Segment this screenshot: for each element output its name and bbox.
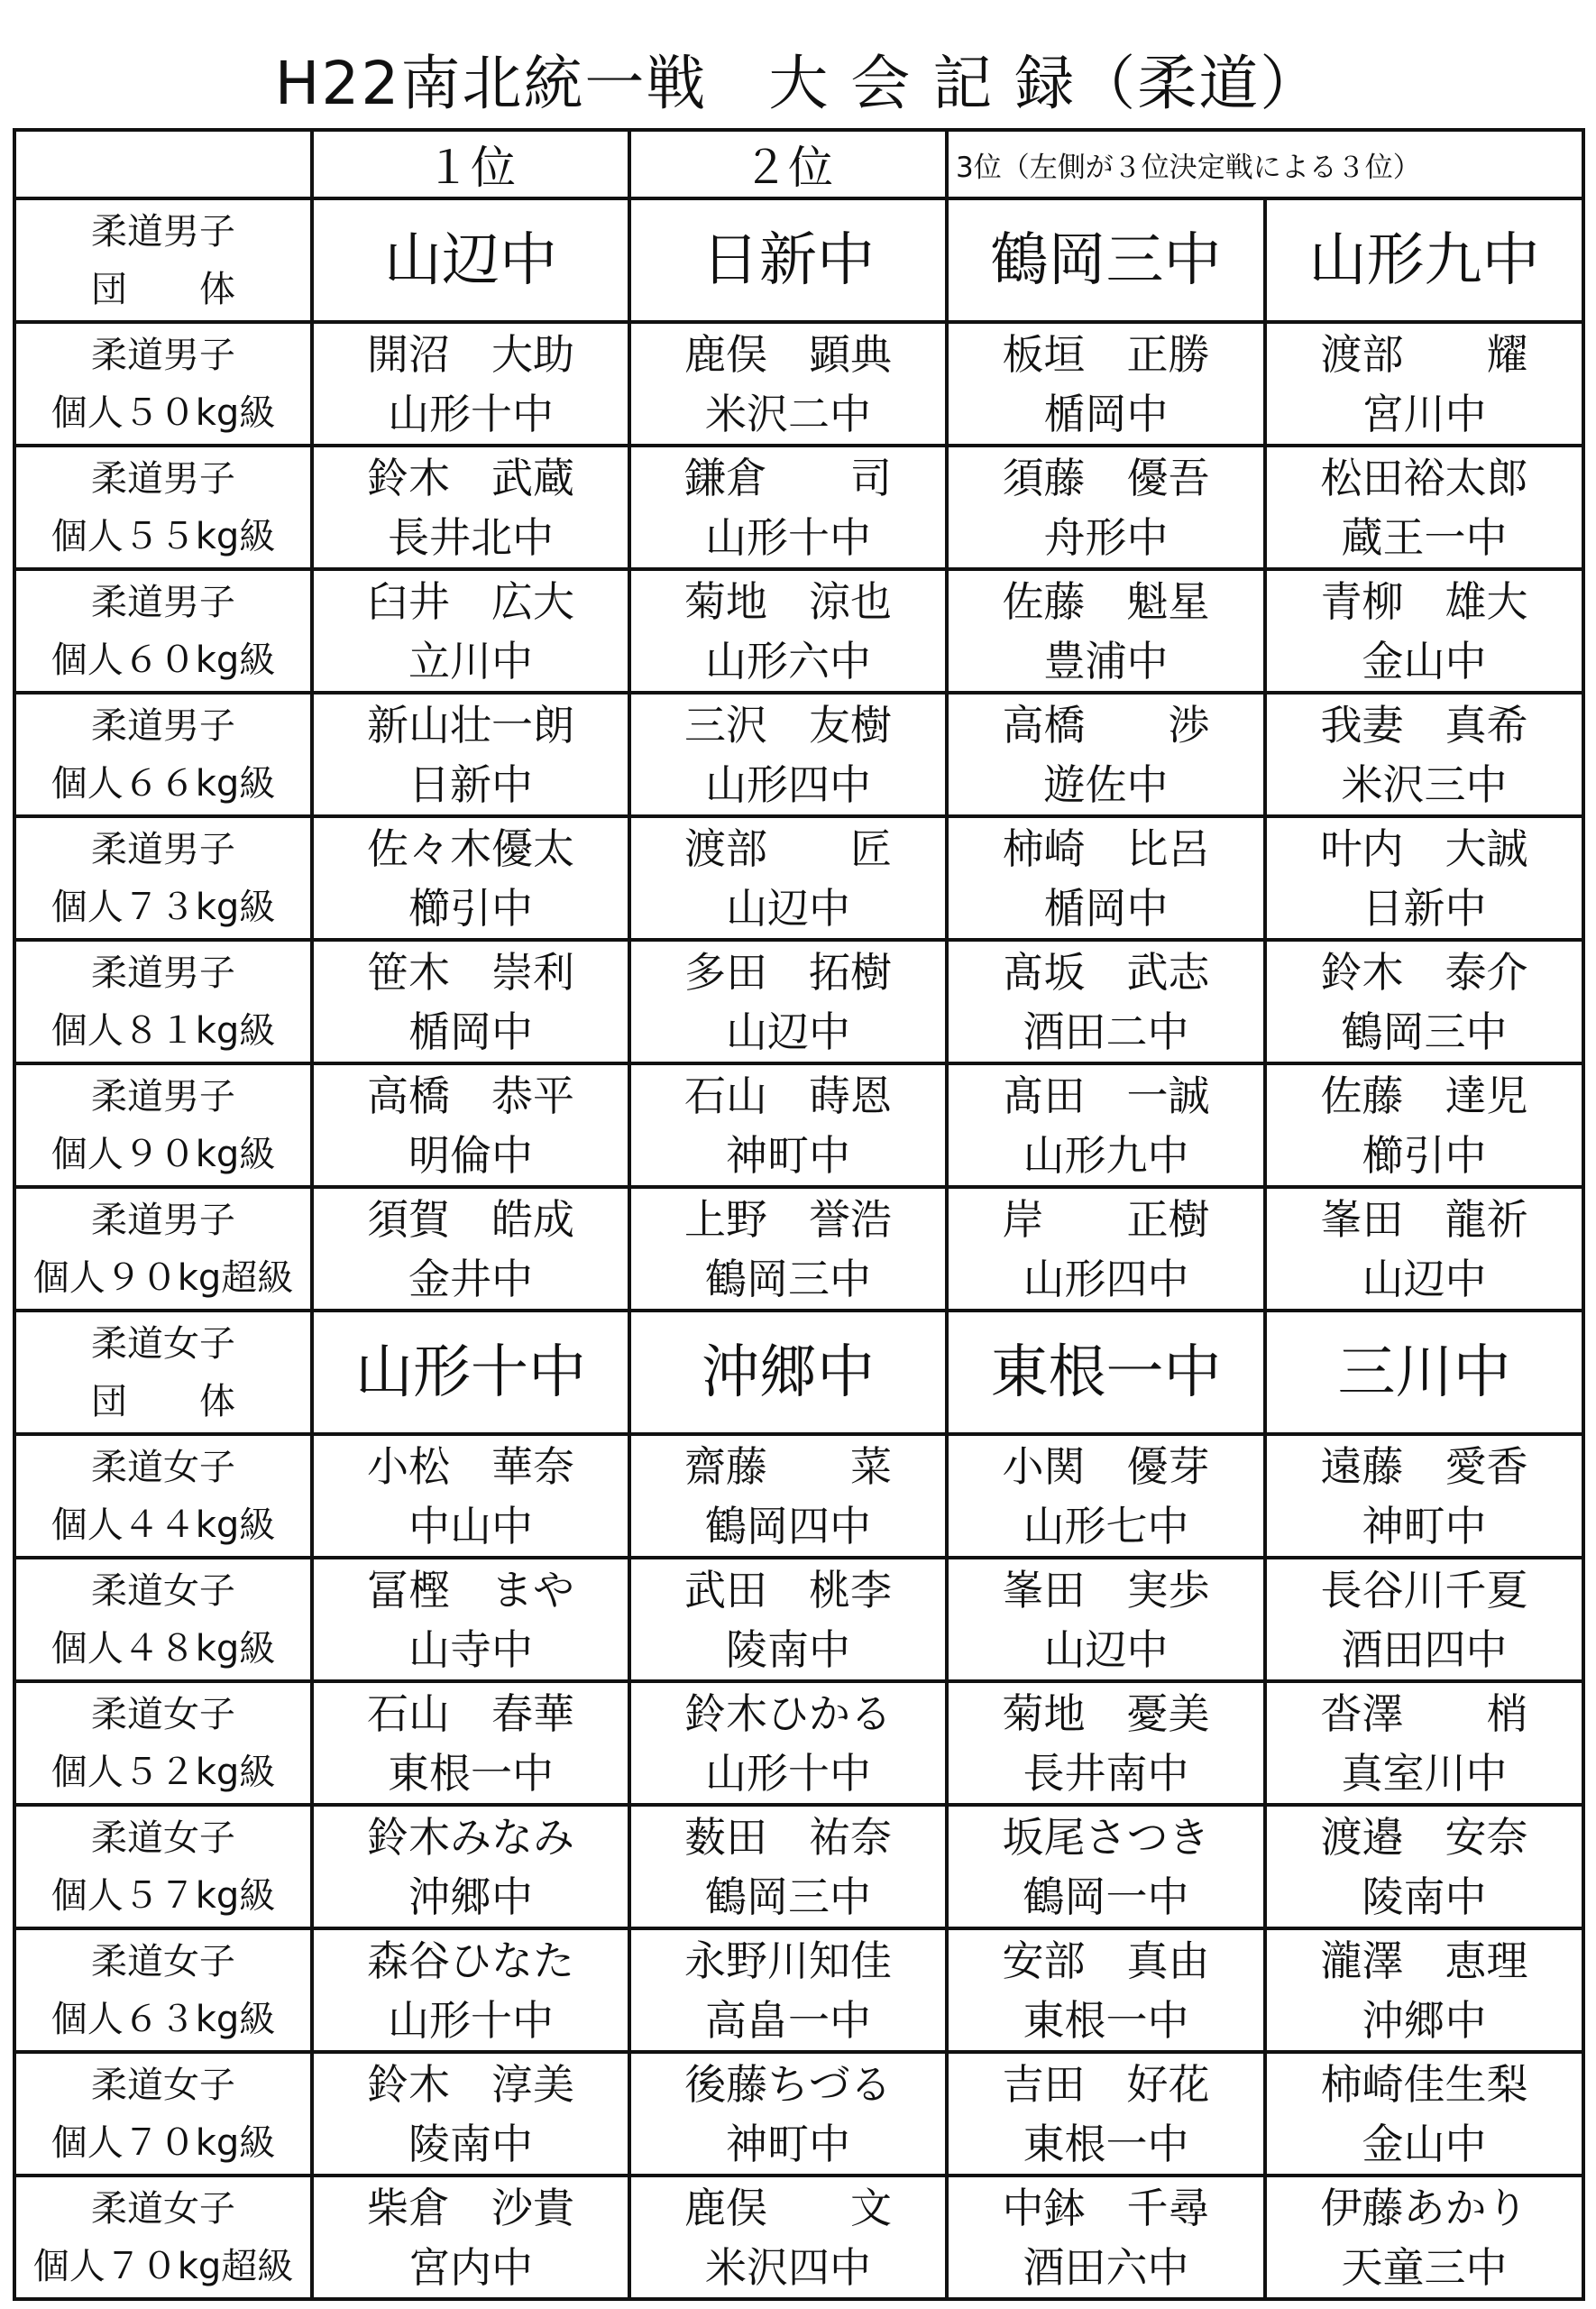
third-place-a-cell: [947, 2176, 1265, 2299]
athlete-name: 新山壮一朗: [367, 700, 574, 750]
school-name: 長井南中: [1023, 1748, 1189, 1798]
athlete-name: 板垣 正勝: [1002, 329, 1210, 379]
school-name: 楯岡中: [408, 1007, 533, 1056]
second-place-cell: [629, 1805, 947, 1928]
individual-row: [14, 2176, 1583, 2299]
school-name: 米沢二中: [705, 389, 871, 438]
first-place-cell: [312, 693, 629, 816]
category-class: 個人８１kg級: [50, 1009, 276, 1052]
school-name: 日新中: [408, 759, 533, 809]
athlete-name: 笹木 崇利: [367, 947, 574, 997]
category-class: 個人６０kg級: [50, 639, 276, 681]
header-row: [14, 130, 1583, 198]
athlete-name: 瀧澤 恵理: [1320, 1936, 1528, 1985]
category-label: 柔道男子: [91, 457, 235, 500]
athlete-name: 冨樫 まや: [367, 1565, 574, 1614]
school-name: 神町中: [1362, 1501, 1487, 1550]
school-name: 真室川中: [1341, 1748, 1508, 1798]
category-label: 柔道男子: [91, 1075, 235, 1118]
athlete-name: 叶内 大誠: [1320, 823, 1528, 873]
athlete-name: 柴倉 沙貴: [367, 2183, 574, 2232]
third-place-a-cell: [947, 1187, 1265, 1311]
first-place-cell: [312, 1434, 629, 1558]
individual-row: [14, 2052, 1583, 2176]
third-place-a-cell: [947, 569, 1265, 693]
school-name: 金井中: [408, 1254, 533, 1303]
athlete-name: 須藤 優吾: [1002, 453, 1210, 502]
third-place-a-cell: [947, 446, 1265, 569]
category-label: 柔道女子: [91, 2064, 235, 2106]
individual-row: [14, 1187, 1583, 1311]
athlete-name: 鈴木みなみ: [367, 1812, 574, 1862]
category-cell: [14, 816, 312, 940]
third-place-a-cell: [947, 1681, 1265, 1805]
header-third: 3位（左側が３位決定戦による３位）: [947, 130, 1583, 198]
school-name: 櫛引中: [1362, 1130, 1487, 1180]
school-name: 鶴岡一中: [1023, 1872, 1189, 1921]
third-place-b-team: 三川中: [1265, 1311, 1583, 1434]
individual-row: [14, 940, 1583, 1063]
third-place-a-cell: [947, 1805, 1265, 1928]
school-name: 明倫中: [408, 1130, 533, 1180]
individual-row: [14, 1681, 1583, 1805]
athlete-name: 上野 誉浩: [684, 1194, 892, 1244]
first-place-cell: [312, 1063, 629, 1187]
athlete-name: 髙坂 武志: [1002, 947, 1210, 997]
team-row: [14, 198, 1583, 322]
athlete-name: 森谷ひなた: [367, 1936, 574, 1985]
school-name: 陵南中: [726, 1624, 850, 1674]
school-name: 日新中: [1362, 883, 1487, 933]
athlete-name: 長谷川千夏: [1320, 1565, 1528, 1614]
category-cell: [14, 1805, 312, 1928]
second-place-cell: [629, 1187, 947, 1311]
athlete-name: 後藤ちづる: [684, 2059, 892, 2109]
third-place-b-team: 山形九中: [1265, 198, 1583, 322]
header-second: ２位: [629, 130, 947, 198]
school-name: 山形十中: [705, 512, 871, 562]
individual-row: [14, 1434, 1583, 1558]
individual-row: [14, 1928, 1583, 2052]
first-place-cell: [312, 1558, 629, 1681]
athlete-name: 我妻 真希: [1320, 700, 1528, 750]
school-name: 遊佐中: [1043, 759, 1169, 809]
athlete-name: 安部 真由: [1002, 1936, 1210, 1985]
athlete-name: 伊藤あかり: [1320, 2183, 1528, 2232]
individual-row: [14, 322, 1583, 446]
second-place-cell: [629, 1558, 947, 1681]
school-name: 山形十中: [388, 1995, 554, 2045]
school-name: 神町中: [726, 2119, 850, 2168]
second-place-cell: [629, 2052, 947, 2176]
school-name: 鶴岡三中: [705, 1254, 871, 1303]
third-place-b-cell: [1265, 1187, 1583, 1311]
individual-row: [14, 693, 1583, 816]
athlete-name: 坂尾さつき: [1002, 1812, 1210, 1862]
category-label: 柔道男子: [91, 828, 235, 870]
school-name: 舟形中: [1043, 512, 1169, 562]
athlete-name: 三沢 友樹: [684, 700, 892, 750]
third-place-b-cell: [1265, 1558, 1583, 1681]
second-place-cell: [629, 1928, 947, 2052]
category-cell: [14, 1928, 312, 2052]
second-place-cell: [629, 2176, 947, 2299]
individual-row: [14, 446, 1583, 569]
first-place-cell: [312, 569, 629, 693]
first-place-cell: [312, 1805, 629, 1928]
third-place-b-cell: [1265, 2052, 1583, 2176]
third-place-b-cell: [1265, 446, 1583, 569]
second-place-cell: [629, 569, 947, 693]
third-place-a-team: 鶴岡三中: [947, 198, 1265, 322]
school-name: 山形四中: [705, 759, 871, 809]
third-place-a-cell: [947, 322, 1265, 446]
page-title: H22南北統一戦 大 会 記 録（柔道）: [274, 49, 1322, 118]
third-place-b-cell: [1265, 1434, 1583, 1558]
school-name: 酒田六中: [1023, 2242, 1189, 2292]
school-name: 金山中: [1362, 636, 1487, 685]
athlete-name: 沓澤 梢: [1320, 1688, 1528, 1738]
school-name: 鶴岡三中: [705, 1872, 871, 1921]
first-place-cell: [312, 940, 629, 1063]
category-cell: [14, 2052, 312, 2176]
athlete-name: 薮田 祐奈: [684, 1812, 892, 1862]
category-cell: [14, 1681, 312, 1805]
athlete-name: 岸 正樹: [1002, 1194, 1210, 1244]
category-label: 柔道男子: [91, 1199, 235, 1241]
category-cell: [14, 940, 312, 1063]
category-class: 個人６６kg級: [50, 762, 276, 805]
athlete-name: 開沼 大助: [367, 329, 574, 379]
category-cell: [14, 1187, 312, 1311]
school-name: 陵南中: [408, 2119, 533, 2168]
first-place-cell: [312, 1681, 629, 1805]
school-name: 神町中: [726, 1130, 850, 1180]
category-cell: [14, 2176, 312, 2299]
athlete-name: 菊地 憂美: [1002, 1688, 1210, 1738]
second-place-cell: [629, 1063, 947, 1187]
school-name: 鶴岡四中: [705, 1501, 871, 1550]
third-place-a-cell: [947, 1558, 1265, 1681]
category-label: 柔道女子: [91, 2187, 235, 2230]
school-name: 酒田二中: [1023, 1007, 1189, 1056]
first-place-cell: [312, 816, 629, 940]
school-name: 東根一中: [1023, 2119, 1189, 2168]
school-name: 宮内中: [408, 2242, 533, 2292]
school-name: 沖郷中: [408, 1872, 533, 1921]
second-place-cell: [629, 446, 947, 569]
first-place-cell: [312, 322, 629, 446]
athlete-name: 鈴木 泰介: [1320, 947, 1528, 997]
category-class: 個人７０kg級: [50, 2121, 276, 2164]
category-cell: [14, 322, 312, 446]
third-place-b-cell: [1265, 1928, 1583, 2052]
category-class: 個人４８kg級: [50, 1627, 276, 1670]
third-place-a-cell: [947, 816, 1265, 940]
school-name: 中山中: [408, 1501, 533, 1550]
school-name: 蔵王一中: [1341, 512, 1508, 562]
second-place-cell: [629, 1434, 947, 1558]
athlete-name: 髙田 一誠: [1002, 1071, 1210, 1120]
category-class: 個人４４kg級: [50, 1504, 276, 1546]
first-place-team: 山形十中: [312, 1311, 629, 1434]
third-place-a-cell: [947, 2052, 1265, 2176]
athlete-name: 中鉢 千尋: [1002, 2183, 1210, 2232]
school-name: 楯岡中: [1043, 389, 1169, 438]
athlete-name: 鹿俣 顕典: [684, 329, 892, 379]
school-name: 陵南中: [1362, 1872, 1487, 1921]
athlete-name: 永野川知佳: [684, 1936, 892, 1985]
athlete-name: 峯田 龍祈: [1320, 1194, 1528, 1244]
athlete-name: 小松 華奈: [367, 1441, 574, 1491]
category-cell: [14, 1063, 312, 1187]
category-label: 柔道男子: [91, 952, 235, 994]
athlete-name: 青柳 雄大: [1320, 576, 1528, 626]
school-name: 東根一中: [388, 1748, 554, 1798]
second-place-cell: [629, 1681, 947, 1805]
athlete-name: 高橋 恭平: [367, 1071, 574, 1120]
category-label: 柔道女子: [91, 1693, 235, 1735]
category-cell: [14, 446, 312, 569]
category-cell: [14, 1311, 312, 1434]
athlete-name: 渡邉 安奈: [1320, 1812, 1528, 1862]
school-name: 高畠一中: [705, 1995, 871, 2045]
school-name: 米沢三中: [1341, 759, 1508, 809]
category-class: 個人７３kg級: [50, 886, 276, 928]
athlete-name: 石山 春華: [367, 1688, 574, 1738]
category-class: 個人７０kg超級: [32, 2245, 294, 2287]
category-class: 個人９０kg超級: [32, 1256, 294, 1299]
athlete-name: 柿崎 比呂: [1002, 823, 1210, 873]
school-name: 山辺中: [1362, 1254, 1487, 1303]
first-place-cell: [312, 446, 629, 569]
athlete-name: 峯田 実歩: [1002, 1565, 1210, 1614]
athlete-name: 佐藤 達児: [1320, 1071, 1528, 1120]
athlete-name: 吉田 好花: [1002, 2059, 1210, 2109]
category-label: 柔道男子: [91, 210, 235, 253]
individual-row: [14, 1063, 1583, 1187]
school-name: 豊浦中: [1043, 636, 1169, 685]
athlete-name: 松田裕太郎: [1320, 453, 1528, 502]
second-place-cell: [629, 693, 947, 816]
individual-row: [14, 569, 1583, 693]
school-name: 山辺中: [726, 1007, 850, 1056]
school-name: 沖郷中: [1362, 1995, 1487, 2045]
third-place-a-cell: [947, 1434, 1265, 1558]
school-name: 宮川中: [1362, 389, 1487, 438]
first-place-cell: [312, 2176, 629, 2299]
category-class: 個人６３kg級: [50, 1998, 276, 2040]
school-name: 立川中: [408, 636, 533, 685]
third-place-a-cell: [947, 693, 1265, 816]
first-place-cell: [312, 1187, 629, 1311]
third-place-b-cell: [1265, 1681, 1583, 1805]
category-cell: [14, 198, 312, 322]
school-name: 山形四中: [1023, 1254, 1189, 1303]
athlete-name: 遠藤 愛香: [1320, 1441, 1528, 1491]
athlete-name: 武田 桃李: [684, 1565, 892, 1614]
school-name: 山形六中: [705, 636, 871, 685]
school-name: 山辺中: [726, 883, 850, 933]
category-cell: [14, 693, 312, 816]
third-place-b-cell: [1265, 1063, 1583, 1187]
athlete-name: 小関 優芽: [1002, 1441, 1210, 1491]
category-class: 個人５５kg級: [50, 515, 276, 557]
athlete-name: 鈴木 淳美: [367, 2059, 574, 2109]
category-label: 柔道女子: [91, 1322, 235, 1365]
school-name: 山形九中: [1023, 1130, 1189, 1180]
third-place-b-cell: [1265, 940, 1583, 1063]
school-name: 山形十中: [705, 1748, 871, 1798]
athlete-name: 鈴木 武蔵: [367, 453, 574, 502]
school-name: 天童三中: [1341, 2242, 1508, 2292]
second-place-team: 沖郷中: [629, 1311, 947, 1434]
athlete-name: 佐々木優太: [367, 823, 574, 873]
category-class: 個人５０kg級: [50, 391, 276, 434]
category-label: 柔道男子: [91, 581, 235, 623]
school-name: 長井北中: [388, 512, 554, 562]
third-place-b-cell: [1265, 322, 1583, 446]
category-cell: [14, 1558, 312, 1681]
header-first: １位: [312, 130, 629, 198]
first-place-cell: [312, 1928, 629, 2052]
second-place-cell: [629, 322, 947, 446]
second-place-cell: [629, 816, 947, 940]
athlete-name: 渡部 耀: [1320, 329, 1528, 379]
third-place-a-team: 東根一中: [947, 1311, 1265, 1434]
first-place-team: 山辺中: [312, 198, 629, 322]
athlete-name: 高橋 渉: [1002, 700, 1210, 750]
second-place-cell: [629, 940, 947, 1063]
athlete-name: 鎌倉 司: [684, 453, 892, 502]
individual-row: [14, 1805, 1583, 1928]
third-place-b-cell: [1265, 816, 1583, 940]
athlete-name: 柿崎佳生梨: [1320, 2059, 1528, 2109]
header-blank: [14, 130, 312, 198]
third-place-b-cell: [1265, 2176, 1583, 2299]
school-name: 櫛引中: [408, 883, 533, 933]
athlete-name: 鈴木ひかる: [684, 1688, 892, 1738]
results-table: [13, 128, 1585, 2301]
school-name: 金山中: [1362, 2119, 1487, 2168]
school-name: 東根一中: [1023, 1995, 1189, 2045]
category-class: 個人５７kg級: [50, 1874, 276, 1917]
athlete-name: 臼井 広大: [367, 576, 574, 626]
team-row: [14, 1311, 1583, 1434]
category-class: 個人５２kg級: [50, 1751, 276, 1793]
category-class: 個人９０kg級: [50, 1133, 276, 1175]
athlete-name: 鹿俣 文: [684, 2183, 892, 2232]
athlete-name: 多田 拓樹: [684, 947, 892, 997]
school-name: 米沢四中: [705, 2242, 871, 2292]
school-name: 鶴岡三中: [1341, 1007, 1508, 1056]
athlete-name: 須賀 皓成: [367, 1194, 574, 1244]
third-place-b-cell: [1265, 693, 1583, 816]
school-name: 山寺中: [408, 1624, 533, 1674]
school-name: 酒田四中: [1341, 1624, 1508, 1674]
athlete-name: 渡部 匠: [684, 823, 892, 873]
athlete-name: 菊地 涼也: [684, 576, 892, 626]
category-label: 柔道女子: [91, 1569, 235, 1612]
third-place-a-cell: [947, 1063, 1265, 1187]
category-label: 柔道男子: [91, 334, 235, 376]
category-cell: [14, 1434, 312, 1558]
athlete-name: 石山 蒔恩: [684, 1071, 892, 1120]
school-name: 山辺中: [1043, 1624, 1169, 1674]
category-label: 柔道女子: [91, 1940, 235, 1982]
athlete-name: 佐藤 魁星: [1002, 576, 1210, 626]
school-name: 山形七中: [1023, 1501, 1189, 1550]
category-cell: [14, 569, 312, 693]
school-name: 山形十中: [388, 389, 554, 438]
category-class: 団 体: [91, 1380, 235, 1422]
third-place-b-cell: [1265, 569, 1583, 693]
category-label: 柔道女子: [91, 1446, 235, 1488]
school-name: 楯岡中: [1043, 883, 1169, 933]
individual-row: [14, 1558, 1583, 1681]
third-place-b-cell: [1265, 1805, 1583, 1928]
third-place-a-cell: [947, 940, 1265, 1063]
first-place-cell: [312, 2052, 629, 2176]
second-place-team: 日新中: [629, 198, 947, 322]
third-place-a-cell: [947, 1928, 1265, 2052]
category-label: 柔道男子: [91, 704, 235, 747]
category-label: 柔道女子: [91, 1817, 235, 1859]
athlete-name: 齋藤 菜: [684, 1441, 892, 1491]
individual-row: [14, 816, 1583, 940]
category-class: 団 体: [91, 268, 235, 310]
